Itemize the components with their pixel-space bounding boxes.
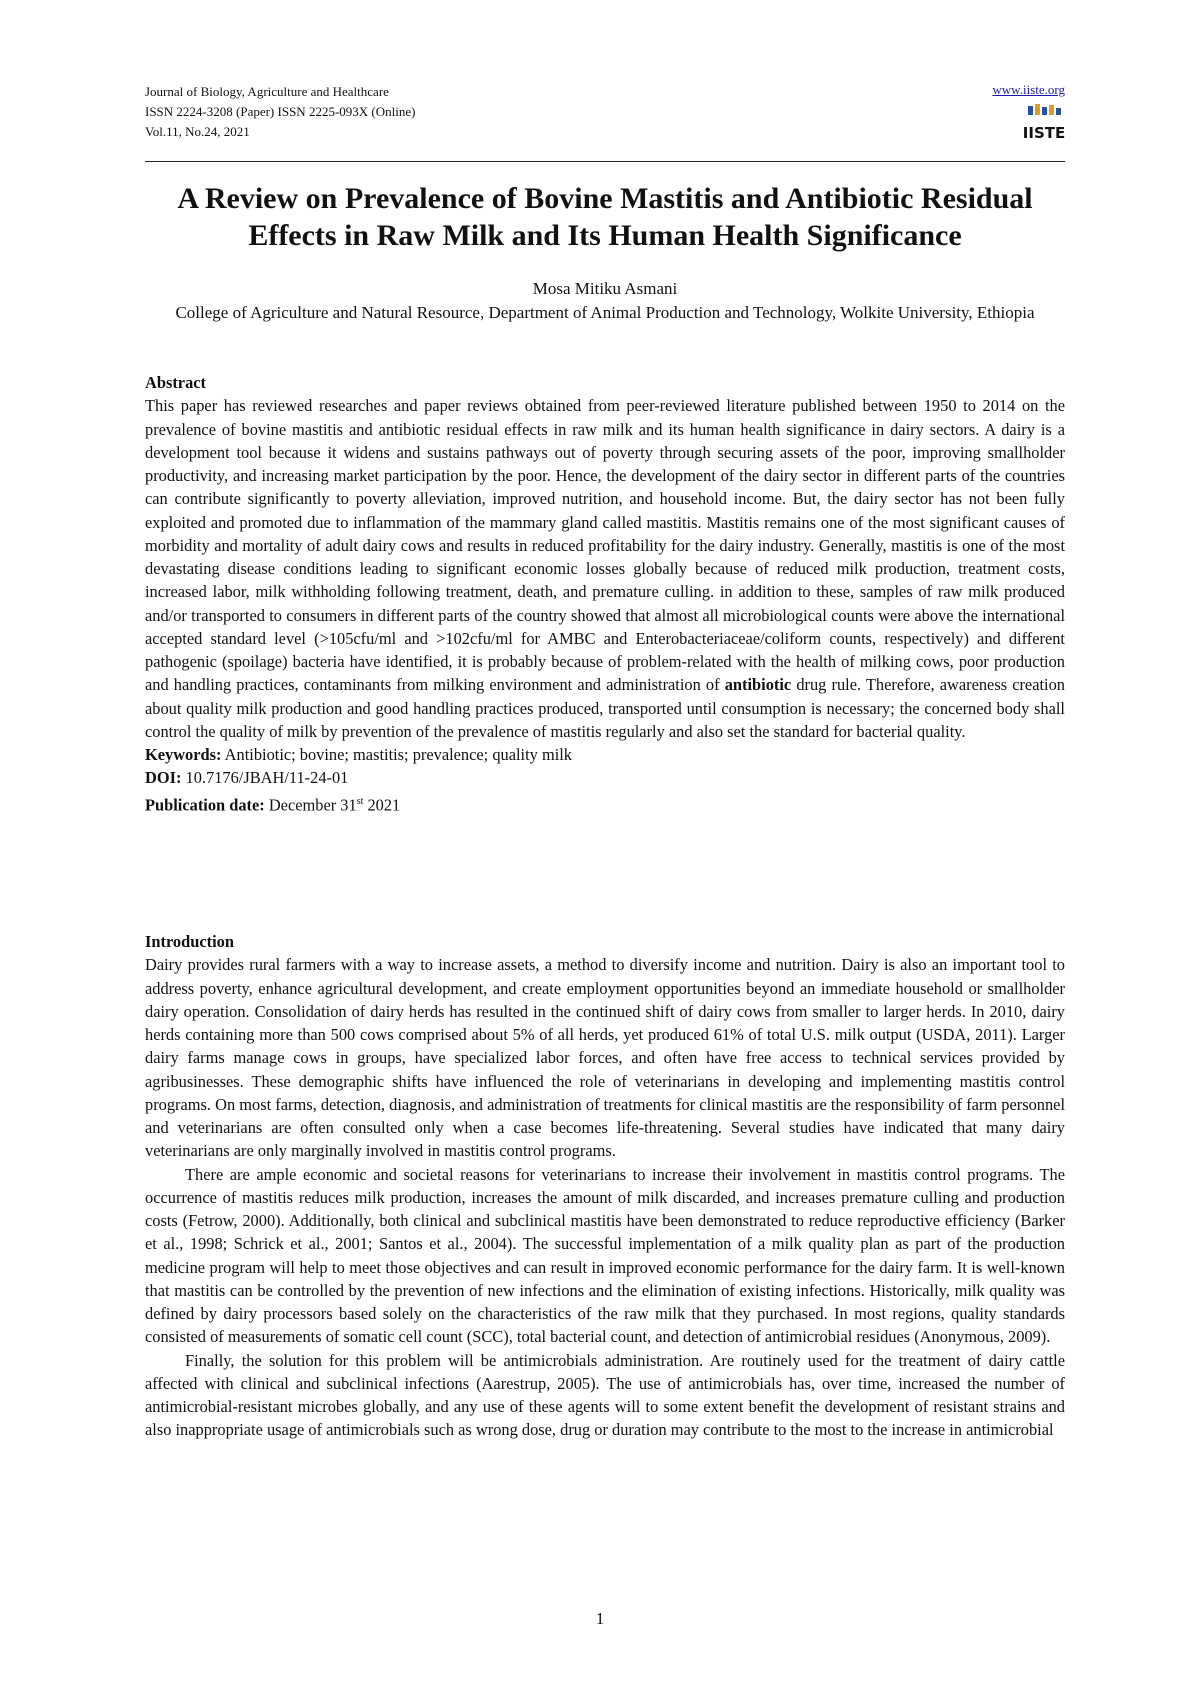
- doi-value: 10.7176/JBAH/11-24-01: [181, 768, 349, 788]
- journal-header: [145, 82, 1065, 160]
- keywords-label: Keywords:: [145, 745, 222, 764]
- volume-line: Vol.11, No.24, 2021: [145, 124, 250, 139]
- keywords-value: Antibiotic; bovine; mastitis; prevalence; quality milk: [221, 745, 573, 764]
- issn-line: ISSN 2224-3208 (Paper) ISSN 2225-093X (Online): [145, 104, 416, 119]
- paper-title: A Review on Prevalence of Bovine Mastitis and Antibiotic Residual Effects in Raw Milk and Its Human Health Significance: [177, 182, 1033, 252]
- publication-date-line: [145, 790, 1065, 817]
- abstract-bold-word: antibiotic: [724, 675, 792, 695]
- publication-date-suffix: st: [356, 795, 364, 807]
- journal-name: Journal of Biology, Agriculture and Healthcare: [145, 84, 389, 99]
- page-number: 1: [595, 1609, 605, 1628]
- iiste-logo-icon: [1022, 104, 1066, 146]
- abstract-text-part: This paper has reviewed researches and paper reviews obtained from peer-reviewed literature published between 1950 to 2014 on the prevalence of bovine mastitis and antibiotic residual effects in raw milk and its human health significance in dairy sectors. A dairy is a development tool because it widens and sustains pathways out of poverty through securing assets of the poor, improving smallholder productivity, and increasing market participation by the poor. Hence, the development of the dairy sector in different parts of the countries can contribute significantly to poverty alleviation, improved nutrition, and household income. But, the dairy sector has not been fully exploited and promoted due to inflammation of the mammary gland called mastitis. Mastitis remains one of the most significant causes of morbidity and mortality of adult dairy cows and results in reduced profitability for the dairy industry. Generally, mastitis is one of the most devastating disease conditions leading to significant economic losses globally because of reduced milk production, treatment costs, increased labor, milk withholding following treatment, death, and premature culling. in addition to these, samples of raw milk produced and/or transported to consumers in different parts of the country showed that almost all microbiological counts were above the international accepted standard level (>105cfu/ml and >102cfu/ml for AMBC and Enterobacteriaceae/coliform counts, respectively) and different pathogenic (spoilage) bacteria have identified, it is probably because of problem-related with the health of milking cows, poor production and handling practices, contaminants from milking environment and administration of: [145, 396, 1065, 695]
- doi-line: [145, 766, 1065, 789]
- doi-label: DOI:: [145, 768, 182, 788]
- introduction-paragraph: There are ample economic and societal reasons for veterinarians to increase their involvement in mastitis control programs. The occurrence of mastitis reduces milk production, increases the amount of milk discarded, and increases premature culling and production costs (Fetrow, 2000). Additionally, both clinical and subclinical mastitis have been demonstrated to reduce reproductive efficiency (Barker et al., 1998; Schrick et al., 2001; Santos et al., 2004). The successful implementation of a milk quality plan as part of the production medicine program will help to meet those objectives and can result in improved economic performance for the dairy farm. It is well-known that mastitis can be controlled by the prevention of new infections and the elimination of existing infections. Historically, milk quality was defined by dairy processors based solely on the characteristics of the raw milk that they purchased. In most regions, quality standards consisted of measurements of somatic cell count (SCC), total bacterial count, and detection of antimicrobial residues (Anonymous, 2009).: [145, 1164, 1065, 1347]
- author-affiliation: College of Agriculture and Natural Resource, Department of Animal Production and Technology, Wolkite University, Ethiopia: [175, 303, 1035, 322]
- abstract-section: [145, 371, 1065, 816]
- header-rule: [145, 161, 1065, 162]
- introduction-heading: Introduction: [145, 932, 234, 951]
- abstract-text-part: drug rule. Therefore, awareness creation about quality milk production and good handling practices produced, transported until consumption is necessary; the concerned body shall control the quality of milk by prevention of the prevalence of mastitis regularly and also set the standard for bacterial quality.: [145, 675, 1065, 741]
- author-name: Mosa Mitiku Asmani: [532, 279, 678, 298]
- introduction-paragraph: Finally, the solution for this problem will be antimicrobials administration. Are routinely used for the treatment of dairy cattle affected with clinical and subclinical infections (Aarestrup, 2005). The use of antimicrobials has, over time, increased the number of antimicrobial-resistant microbes globally, and any use of these agents will to some extent benefit the development of resistant strains and also inappropriate usage of antimicrobials such as wrong dose, drug or duration may contribute to the most to the increase in antimicrobial: [145, 1350, 1065, 1440]
- website-link[interactable]: www.iiste.org: [992, 82, 1065, 97]
- keywords-line: [145, 743, 1065, 766]
- abstract-heading: Abstract: [145, 373, 206, 392]
- introduction-section: [145, 930, 1065, 1442]
- publication-date-year: 2021: [363, 794, 401, 814]
- logo-text: IISTE: [1022, 124, 1066, 142]
- introduction-paragraph: Dairy provides rural farmers with a way to increase assets, a method to diversify income and nutrition. Dairy is also an important tool to address poverty, enhance agricultural development, and create employment opportunities beyond an immediate household or smallholder dairy operation. Consolidation of dairy herds has resulted in the continued shift of dairy cows from smaller to larger herds. In 2010, dairy herds containing more than 500 cows comprised about 5% of all herds, yet produced 61% of total U.S. milk output (USDA, 2011). Larger dairy farms manage cows in groups, have specialized labor forces, and often have free access to technical services provided by agribusinesses. These demographic shifts have influenced the role of veterinarians in developing and implementing mastitis control programs. On most farms, detection, diagnosis, and administration of treatments for clinical mastitis are the responsibility of farm personnel and veterinarians are often consulted only when a case becomes life-threatening. Several studies have indicated that many dairy veterinarians are only marginally involved in mastitis control programs.: [145, 955, 1065, 1161]
- abstract-text: [145, 394, 1065, 743]
- publication-date-value: December 31: [264, 794, 357, 814]
- publication-date-label: Publication date:: [145, 794, 265, 814]
